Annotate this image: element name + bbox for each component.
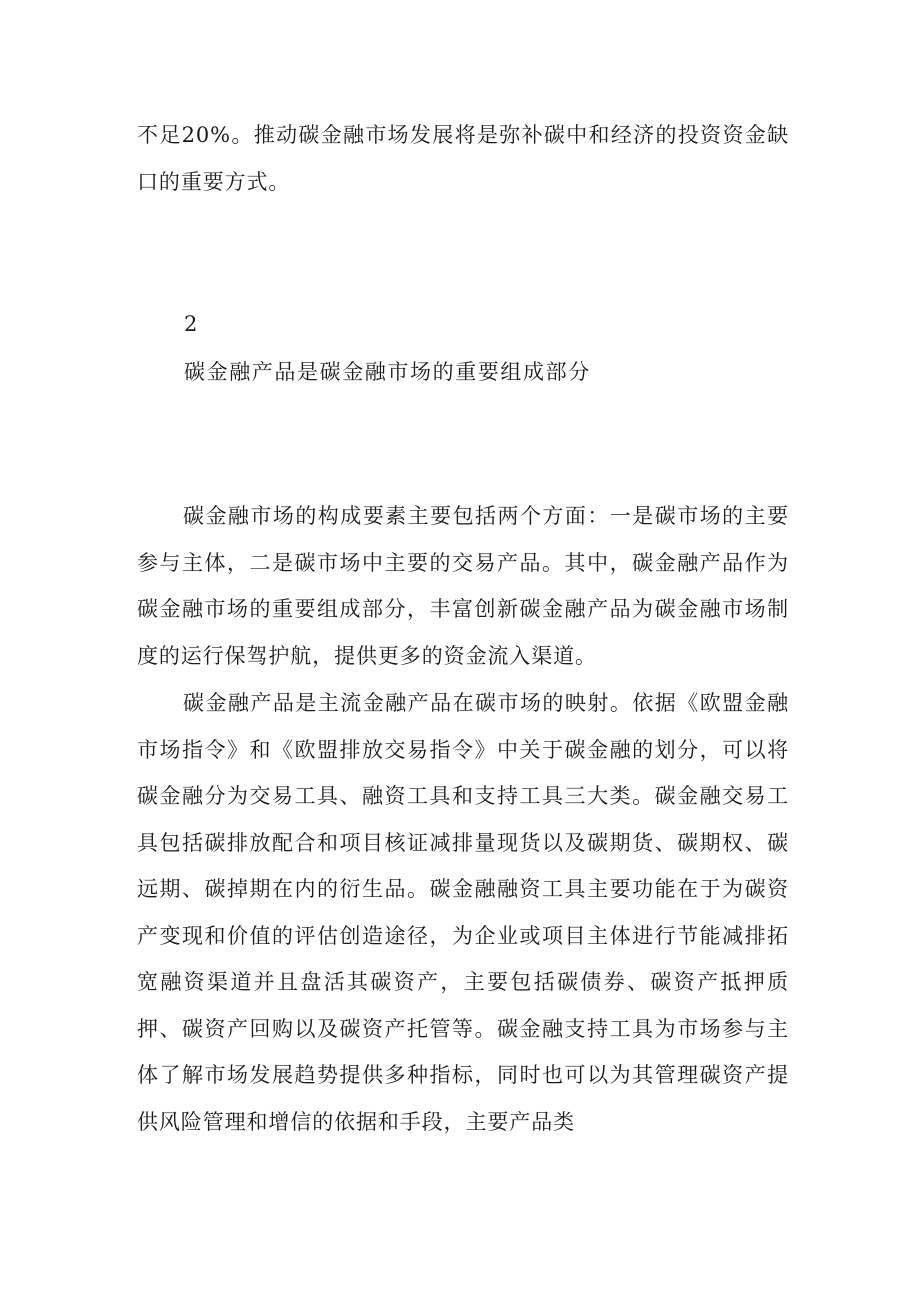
- section-title: 碳金融产品是碳金融市场的重要组成部分: [184, 360, 591, 384]
- paragraph-market-elements: 碳金融市场的构成要素主要包括两个方面：一是碳市场的主要参与主体，二是碳市场中主要的交易产品。其中，碳金融产品作为碳金融市场的重要组成部分，丰富创新碳金融产品为碳金融市场制度的运行保驾护航，提供更多的资金流入渠道。: [137, 504, 789, 668]
- paragraph-continuation: 不足20%。推动碳金融市场发展将是弥补碳中和经济的投资资金缺口的重要方式。: [137, 123, 789, 194]
- section-number: 2: [184, 312, 198, 336]
- paragraph-product-categories: 碳金融产品是主流金融产品在碳市场的映射。依据《欧盟金融市场指令》和《欧盟排放交易指令》中关于碳金融的划分，可以将碳金融分为交易工具、融资工具和支持工具三大类。碳金融交易工具包括碳排放配合和项目核证减排量现货以及碳期货、碳期权、碳远期、碳掉期在内的衍生品。碳金融融资工具主要功能在于为碳资产变现和价值的评估创造途径，为企业或项目主体进行节能减排拓宽融资渠道并且盘活其碳资产，主要包括碳债券、碳资产抵押质押、碳资产回购以及碳资产托管等。碳金融支持工具为市场参与主体了解市场发展趋势提供多种指标，同时也可以为其管理碳资产提供风险管理和增信的依据和手段，主要产品类: [137, 691, 789, 1134]
